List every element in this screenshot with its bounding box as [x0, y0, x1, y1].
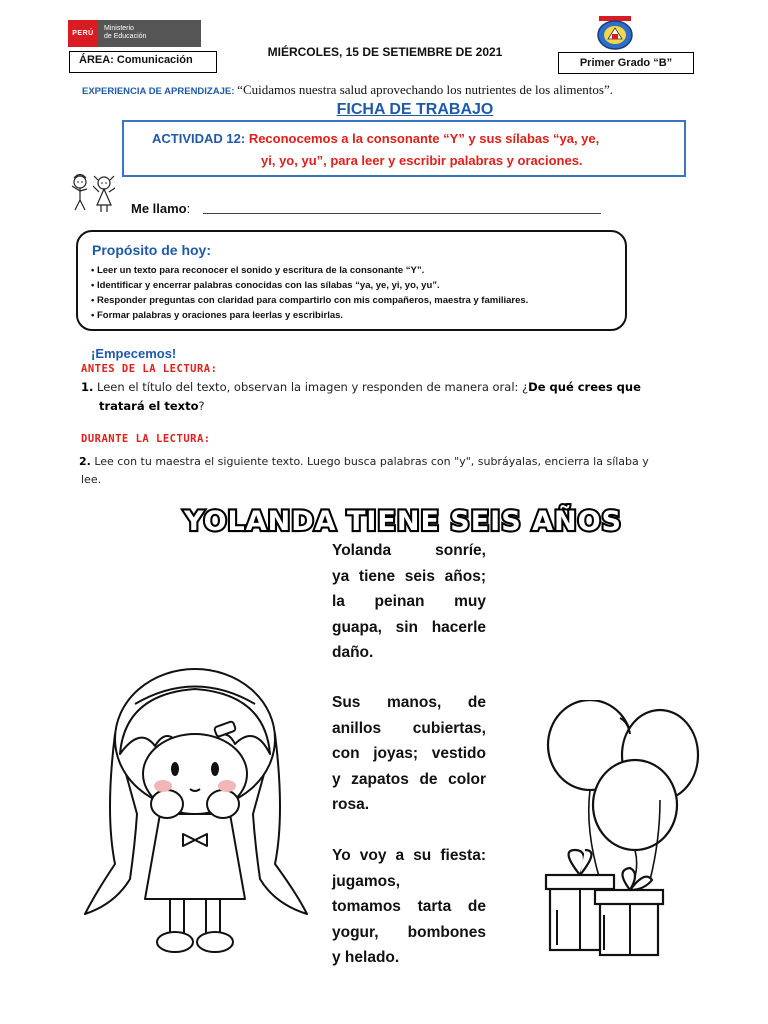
experience-label: EXPERIENCIA DE APRENDIZAJE: [82, 86, 235, 97]
grade-box: Primer Grado “B” [558, 52, 694, 74]
ministry-name: Ministerio de Educación [98, 20, 201, 47]
learning-experience [82, 82, 742, 98]
poem-stanza-3: Yo voy a su fiesta: jugamos, tomamos tarta de yogur, bombones y helado. [332, 847, 486, 966]
experience-text: “Cuidamos nuestra salud aprovechando los nutrientes de los alimentos”. [237, 82, 613, 97]
activity-box [122, 120, 686, 177]
before-reading-title: ANTES DE LA LECTURA: [81, 363, 218, 375]
ministry-logo [68, 20, 201, 47]
activity-line-1 [152, 131, 599, 146]
activity-title-a: Reconocemos a la consonante “Y” y sus sílabas “ya, ye, [248, 131, 600, 146]
purpose-item: • Formar palabras y oraciones para leerlas y escribirlas. [91, 310, 344, 321]
name-label: Me llamo: [131, 201, 191, 216]
svg-text:YOLANDA TIENE SEIS AÑOS: YOLANDA TIENE SEIS AÑOS [184, 506, 622, 537]
before-reading-instruction: 1. Leen el título del texto, observan la imagen y responden de manera oral: ¿De qué crees que [81, 380, 641, 394]
date-heading: MIÉRCOLES, 15 DE SETIEMBRE DE 2021 [267, 45, 503, 59]
during-reading-instruction-end: lee. [81, 473, 102, 486]
school-crest-icon [595, 15, 635, 51]
purpose-item: • Responder preguntas con claridad para compartirlo con mis compañeros, maestra y familiares. [91, 295, 529, 306]
children-icon [63, 172, 123, 214]
name-write-line[interactable] [203, 213, 601, 214]
balloons-gifts-illustration [540, 700, 710, 960]
poem-stanza-2: Sus manos, de anillos cubiertas, con joyas; vestido y zapatos de color rosa. [332, 694, 486, 813]
worksheet-title: FICHA DE TRABAJO [336, 101, 494, 118]
during-reading-instruction: 2. Lee con tu maestra el siguiente texto. Luego busca palabras con "y", subráyalas, encierra la sílaba y [79, 455, 649, 468]
story-title [180, 500, 640, 540]
poem-stanza-1: Yolanda sonríe, ya tiene seis años; la peinan muy guapa, sin hacerle daño. [332, 542, 486, 661]
start-label: ¡Empecemos! [91, 346, 177, 361]
activity-number: ACTIVIDAD 12: [152, 131, 246, 146]
purpose-title: Propósito de hoy: [92, 242, 211, 258]
activity-title-b: yi, yo, yu”, para leer y escribir palabras y oraciones. [261, 153, 583, 168]
purpose-item: • Leer un texto para reconocer el sonido y escritura de la consonante “Y”. [91, 265, 425, 276]
peru-flag-mark: PERÚ [68, 20, 98, 47]
girl-illustration [75, 664, 315, 964]
during-reading-title: DURANTE LA LECTURA: [81, 433, 211, 445]
purpose-item: • Identificar y encerrar palabras conocidas con las sílabas “ya, ye, yi, yo, yu”. [91, 280, 440, 291]
area-box: ÁREA: Comunicación [69, 51, 217, 73]
before-reading-question-end: tratará el texto? [99, 399, 205, 413]
